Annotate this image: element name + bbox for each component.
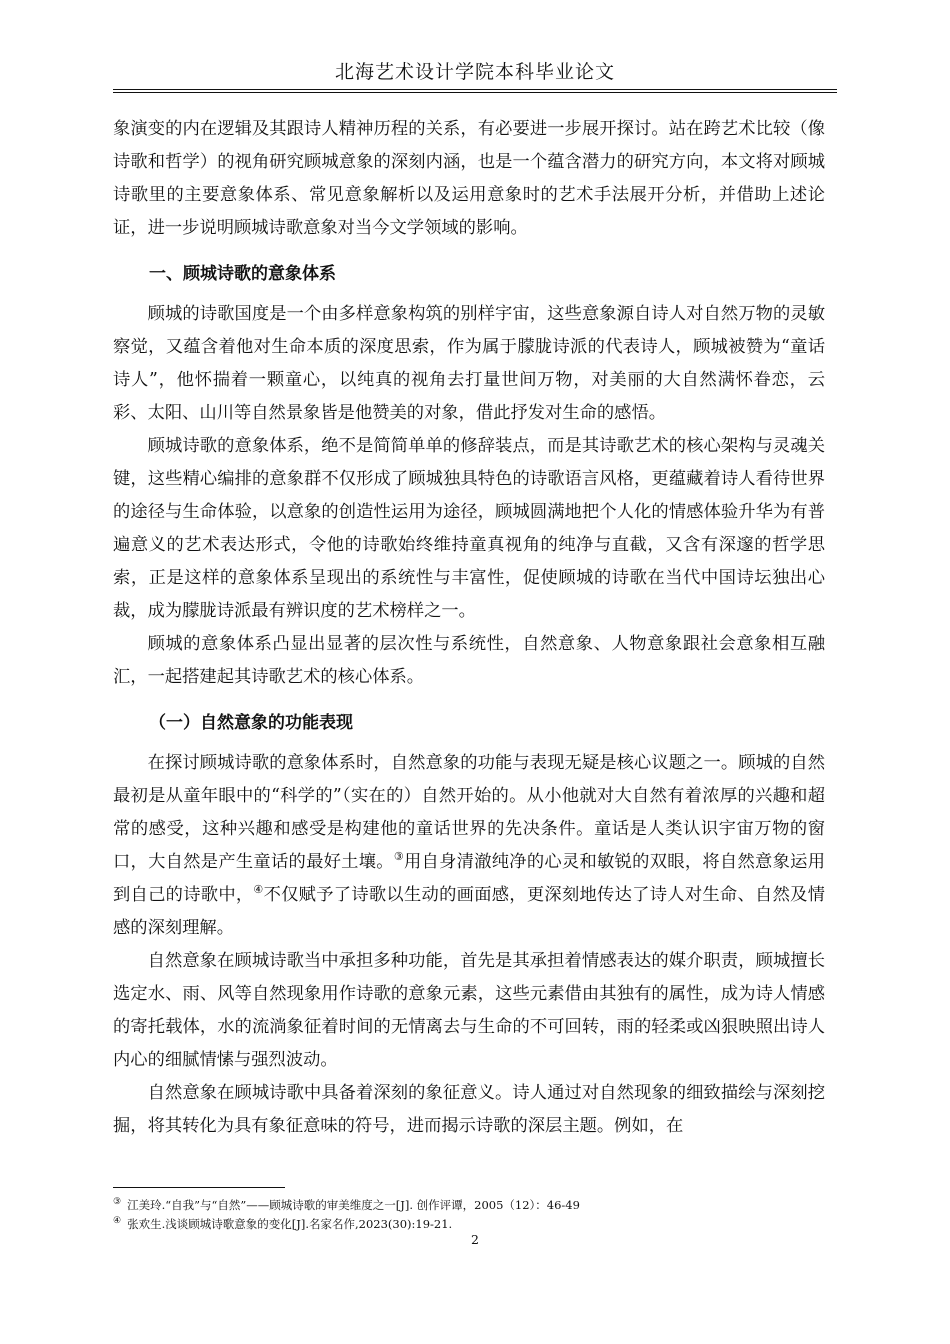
footnote xyxy=(113,1213,837,1232)
footnote-mark: ③ xyxy=(113,1197,122,1207)
page-header-title: 北海艺术设计学院本科毕业论文 xyxy=(334,61,615,83)
footnote-rule xyxy=(113,1187,285,1188)
footnote-mark: ④ xyxy=(113,1215,122,1226)
section-heading: 一、顾城诗歌的意象体系 xyxy=(149,264,336,284)
footnote-ref[interactable]: ④ xyxy=(253,883,264,897)
paragraph: 顾城诗歌的意象体系，绝不是简简单单的修辞装点，而是其诗歌艺术的核心架构与灵魂关键，这些精心编排的意象群不仅形成了顾城独具特色的诗歌语言风格，更蕴藏着诗人看待世界的途径与生命体验，以意象的创造性运用为途径，顾城圆满地把个人化的情感体验升华为有普遍意义的艺术表达形式，令他的诗歌始终维持童真视角的纯净与直截，又含有深邃的哲学思索，正是这样的意象体系呈现出的系统性与丰富性，促使顾城的诗歌在当代中国诗坛独出心裁，成为朦胧诗派最有辨识度的艺术榜样之一。 xyxy=(113,436,825,621)
paragraph: 顾城的意象体系凸显出显著的层次性与系统性，自然意象、人物意象跟社会意象相互融汇，一起搭建起其诗歌艺术的核心体系。 xyxy=(113,634,825,687)
paragraph: 自然意象在顾城诗歌中具备着深刻的象征意义。诗人通过对自然现象的细致描绘与深刻挖掘，将其转化为具有象征意味的符号，进而揭示诗歌的深层主题。例如，在 xyxy=(113,1083,825,1136)
footnote-ref[interactable]: ③ xyxy=(393,850,404,864)
subsection-heading: （一）自然意象的功能表现 xyxy=(149,713,353,733)
body-text xyxy=(113,113,825,1143)
paragraph-text: 在探讨顾城诗歌的意象体系时，自然意象的功能与表现无疑是核心议题之一。顾城的自然最初是从童年眼中的“科学的”（实在的）自然开始的。从小他就对大自然有着浓厚的兴趣和超常的感受，这种兴趣和感受是构建他的童话世界的先决条件。童话是人类认识宇宙万物的窗口，大自然是产生童话的最好土壤。 xyxy=(113,753,825,872)
paragraph-text: 不仅赋予了诗歌以生动的画面感，更深刻地传达了诗人对生命、自然及情感的深刻理解。 xyxy=(113,885,825,938)
footnote-text: 张欢生.浅谈顾城诗歌意象的变化[J].名家名作,2023(30):19-21. xyxy=(127,1216,453,1231)
footnotes xyxy=(113,1194,837,1232)
header-rule-thin xyxy=(113,92,837,93)
header-rule xyxy=(113,89,837,90)
page-number: 2 xyxy=(471,1232,479,1247)
paragraph-text: 用自身清澈纯净的心灵和敏锐的双眼，将自然意象运用到自己的诗歌中， xyxy=(113,852,825,905)
paragraph: 顾城的诗歌国度是一个由多样意象构筑的别样宇宙，这些意象源自诗人对自然万物的灵敏察觉，又蕴含着他对生命本质的深度思索，作为属于朦胧诗派的代表诗人，顾城被赞为“童话诗人”，他怀揣着一颗童心，以纯真的视角去打量世间万物，对美丽的大自然满怀眷恋，云彩、太阳、山川等自然景象皆是他赞美的对象，借此抒发对生命的感悟。 xyxy=(113,304,825,423)
paragraph-continued: 象演变的内在逻辑及其跟诗人精神历程的关系，有必要进一步展开探讨。站在跨艺术比较（像诗歌和哲学）的视角研究顾城意象的深刻内涵，也是一个蕴含潜力的研究方向，本文将对顾城诗歌里的主要意象体系、常见意象解析以及运用意象时的艺术手法展开分析，并借助上述论证，进一步说明顾城诗歌意象对当今文学领域的影响。 xyxy=(113,119,825,238)
footnote-text: 江美玲.“自我”与“自然”——顾城诗歌的审美维度之一[J]. 创作评谭，2005（12）：46-49 xyxy=(127,1197,580,1212)
paragraph-with-footnotes xyxy=(113,747,825,945)
footnote xyxy=(113,1194,837,1213)
paragraph: 自然意象在顾城诗歌当中承担多种功能，首先是其承担着情感表达的媒介职责，顾城擅长选定水、雨、风等自然现象用作诗歌的意象元素，这些元素借由其独有的属性，成为诗人情感的寄托载体，水的流淌象征着时间的无情离去与生命的不可回转，雨的轻柔或凶狠映照出诗人内心的细腻情愫与强烈波动。 xyxy=(113,951,825,1070)
